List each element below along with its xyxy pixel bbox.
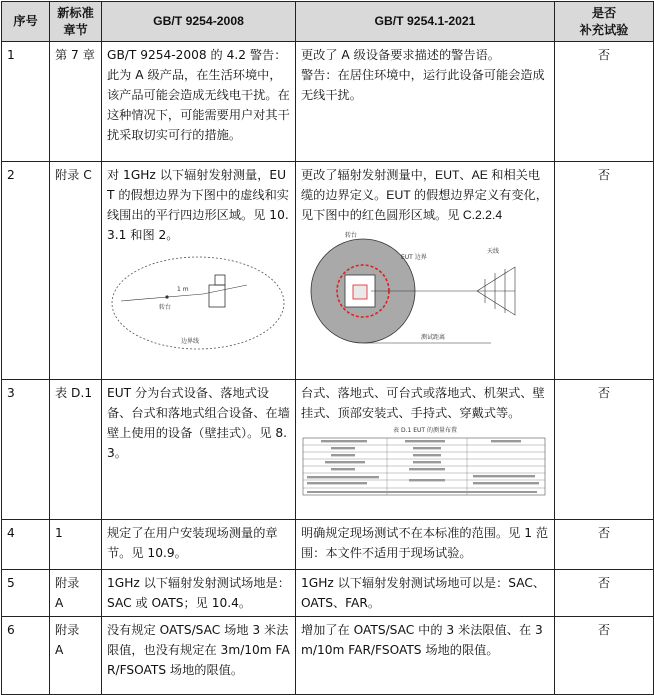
row-seq: 3 [2, 380, 50, 520]
test-site-ellipse [112, 257, 284, 349]
row-new-text: 增加了在 OATS/SAC 中的 3 米法限值、在 3m/10m FAR/FSOATS 场地的限值。 [296, 617, 555, 695]
row-old-text: GB/T 9254-2008 的 4.2 警告：此为 A 级产品，在生活环境中，该产品可能会造成无线电干扰。在这种情况下，可能需要用户对其干扰采取切实可行的措施。 [102, 42, 296, 162]
measurement-line [121, 294, 203, 301]
row-old-text: 对 1GHz 以下辐射发射测量，EUT 的假想边界为下图中的虚线和实线围出的平行四边形区域。见 10.3.1 和图 2。 [107, 168, 289, 242]
fig-new-label-eut: EUT 边界 [401, 254, 427, 261]
ae-block [215, 275, 225, 285]
header-extra-text: 是否 补充试验 [579, 5, 629, 37]
row-clause [50, 617, 102, 695]
row-clause-text: 附录 A [55, 623, 80, 657]
old-boundary-figure [107, 249, 289, 357]
row-clause: 第 7 章 [50, 42, 102, 162]
row-clause: 表 D.1 [50, 380, 102, 520]
fig-new-label-turntable: 转台 [345, 232, 358, 239]
comparison-table [1, 1, 654, 695]
row-new-text: 更改了辐射发射测量中，EUT、AE 和相关电缆的边界定义。EUT 的假想边界定义有变化，见下图中的红色圆形区域。见 C.2.2.4 [301, 168, 548, 222]
fig-old-label-distance: 1 m [177, 286, 189, 293]
antenna-mark [165, 295, 168, 298]
fig-new-label-antenna: 天线 [487, 248, 500, 255]
table-row [2, 520, 654, 570]
row-seq: 2 [2, 162, 50, 380]
row-old-text: 没有规定 OATS/SAC 场地 3 米法限值，也没有规定在 3m/10m FAR/FSOATS 场地的限值。 [102, 617, 296, 695]
row-old-text: EUT 分为台式设备、落地式设备、台式和落地式组合设备、在墙壁上使用的设备（壁挂式）。见 8.3。 [102, 380, 296, 520]
row-extra: 否 [555, 42, 654, 162]
row-seq: 5 [2, 570, 50, 617]
table-row [2, 162, 654, 380]
row-extra: 否 [555, 162, 654, 380]
header-seq: 序号 [2, 2, 50, 42]
header-new-standard: GB/T 9254.1-2021 [296, 2, 555, 42]
row-old-text: 1GHz 以下辐射发射测试场地是：SAC 或 OATS；见 10.4。 [102, 570, 296, 617]
mini-table-title: 表 D.1 EUT 的测量布置 [393, 427, 457, 434]
row-seq: 4 [2, 520, 50, 570]
eut-layout-mini-table [301, 437, 547, 497]
row-new-text: 1GHz 以下辐射发射测试场地可以是：SAC、OATS、FAR。 [296, 570, 555, 617]
row-new-cell [296, 162, 555, 380]
row-seq: 1 [2, 42, 50, 162]
new-boundary-figure [301, 229, 547, 353]
header-clause [50, 2, 102, 42]
row-old-cell [102, 162, 296, 380]
row-new-text: 台式、落地式、可台式或落地式、机架式、壁挂式、顶部安装式、手持式、穿戴式等。 [301, 386, 545, 420]
row-old-text: 规定了在用户安装现场测量的章节。见 10.9。 [102, 520, 296, 570]
header-old-standard: GB/T 9254-2008 [102, 2, 296, 42]
row-extra: 否 [555, 520, 654, 570]
table-row [2, 617, 654, 695]
row-new-text: 明确规定现场测试不在本标准的范围。见 1 范围：本文件不适用于现场试验。 [296, 520, 555, 570]
row-new-text [296, 42, 555, 162]
row-clause [50, 570, 102, 617]
table-row [2, 570, 654, 617]
header-row [2, 2, 654, 42]
row-extra: 否 [555, 380, 654, 520]
row-new-cell [296, 380, 555, 520]
header-extra-test [555, 2, 654, 42]
fig-old-label-boundary: 边界线 [181, 338, 200, 345]
table-row [2, 42, 654, 162]
row-new-text-body: 更改了 A 级设备要求描述的警告语。 警告：在居住环境中，运行此设备可能会造成无线干扰。 [301, 48, 545, 102]
row-clause: 附录 C [50, 162, 102, 380]
eut-inner-box [353, 285, 367, 299]
eut-block [209, 285, 225, 307]
row-clause-text: 附录 A [55, 576, 80, 610]
row-clause: 1 [50, 520, 102, 570]
fig-old-label-turntable: 转台 [159, 304, 172, 311]
row-extra: 否 [555, 570, 654, 617]
header-clause-text: 新标准 章节 [57, 5, 94, 37]
table-row [2, 380, 654, 520]
fig-new-label-distance: 测试距离 [421, 334, 446, 341]
row-extra: 否 [555, 617, 654, 695]
row-seq: 6 [2, 617, 50, 695]
